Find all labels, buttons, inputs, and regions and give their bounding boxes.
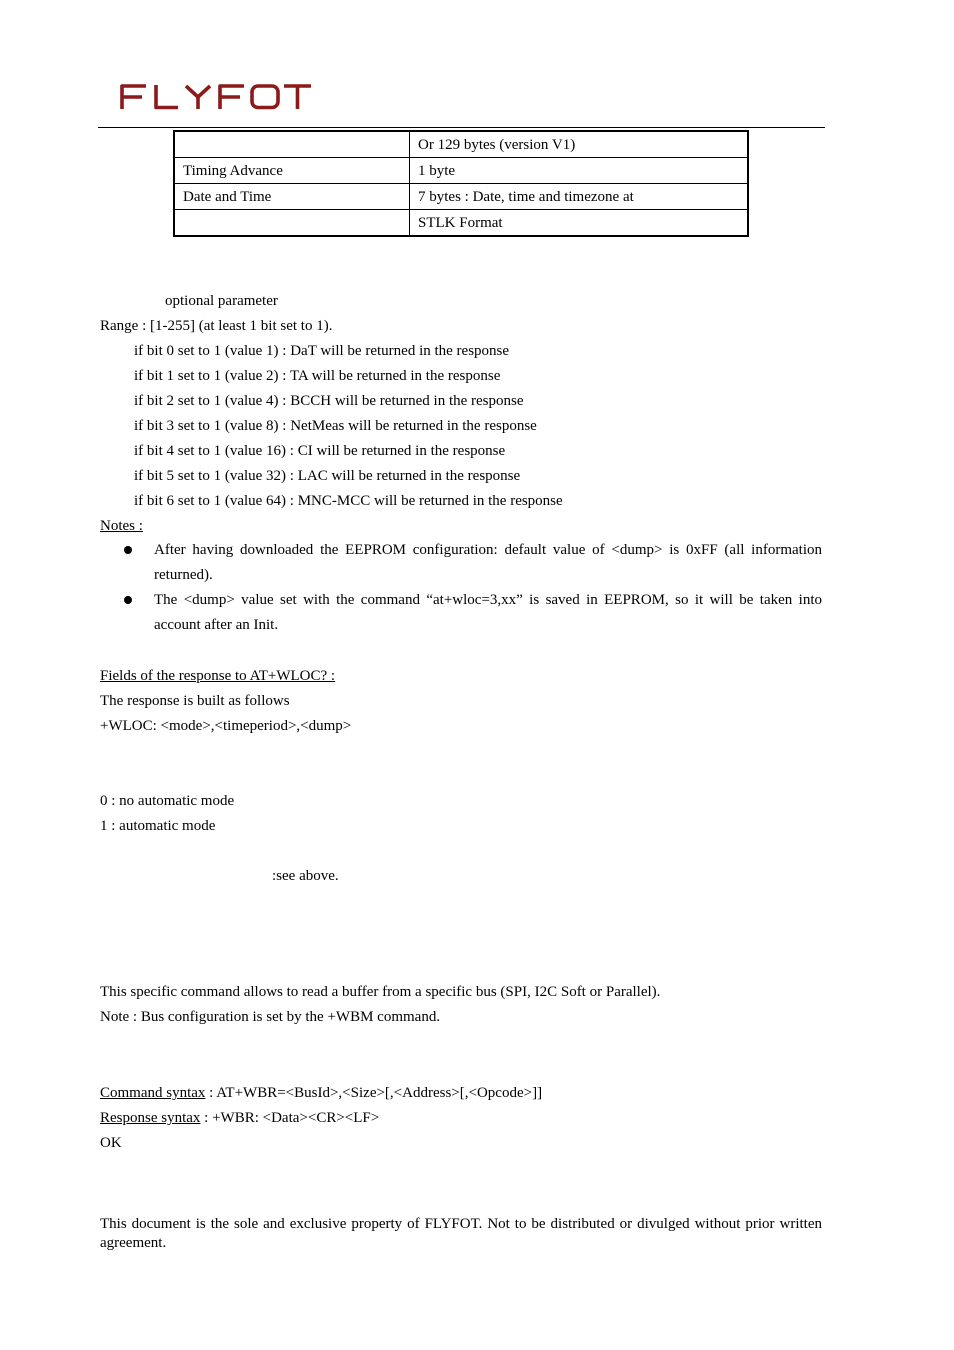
note-item: After having downloaded the EEPROM configuration: default value of <dump> is 0xFF (all information returned). bbox=[154, 542, 822, 583]
table-cell-field: Date and Time bbox=[174, 184, 410, 210]
ok-text: OK bbox=[100, 1135, 122, 1151]
response-format: +WLOC: <mode>,<timeperiod>,<dump> bbox=[100, 718, 352, 734]
table-cell-size: 1 byte bbox=[410, 158, 749, 184]
table-cell-size: STLK Format bbox=[410, 210, 749, 237]
response-built-text: The response is built as follows bbox=[100, 693, 290, 709]
bullet-icon bbox=[124, 596, 132, 604]
command-syntax-value: : AT+WBR=<BusId>,<Size>[,<Address>[,<Opcode>]] bbox=[205, 1085, 543, 1101]
flyfot-logo bbox=[118, 83, 312, 111]
mode-0-text: 0 : no automatic mode bbox=[100, 793, 235, 809]
footer-disclaimer: This document is the sole and exclusive property of FLYFOT. Not to be distributed or divulged without prior written agreement. bbox=[100, 1216, 822, 1251]
bit-description: if bit 1 set to 1 (value 2) : TA will be returned in the response bbox=[134, 368, 501, 384]
table-cell-size: Or 129 bytes (version V1) bbox=[410, 131, 749, 158]
range-text: Range : [1-255] (at least 1 bit set to 1). bbox=[100, 318, 333, 334]
command-syntax-label: Command syntax bbox=[100, 1085, 206, 1101]
bit-description: if bit 6 set to 1 (value 64) : MNC-MCC will be returned in the response bbox=[134, 493, 563, 509]
notes-label: Notes : bbox=[100, 518, 143, 534]
table-row bbox=[174, 210, 748, 237]
optional-parameter-text: optional parameter bbox=[165, 293, 278, 309]
table-row bbox=[174, 184, 748, 210]
field-size-table bbox=[173, 130, 749, 237]
note-item: The <dump> value set with the command “at+wloc=3,xx” is saved in EEPROM, so it will be taken into account after an Init. bbox=[154, 592, 822, 633]
table-row bbox=[174, 131, 748, 158]
bit-description: if bit 3 set to 1 (value 8) : NetMeas will be returned in the response bbox=[134, 418, 537, 434]
bit-description: if bit 4 set to 1 (value 16) : CI will be returned in the response bbox=[134, 443, 506, 459]
see-above-text: :see above. bbox=[272, 868, 339, 884]
bit-description: if bit 2 set to 1 (value 4) : BCCH will be returned in the response bbox=[134, 393, 524, 409]
mode-1-text: 1 : automatic mode bbox=[100, 818, 216, 834]
wbr-note: Note : Bus configuration is set by the +WBM command. bbox=[100, 1009, 441, 1025]
response-fields-label: Fields of the response to AT+WLOC? : bbox=[100, 668, 336, 684]
header-rule bbox=[98, 127, 825, 128]
table-cell-field bbox=[174, 131, 410, 158]
bit-description: if bit 5 set to 1 (value 32) : LAC will be returned in the response bbox=[134, 468, 521, 484]
table-cell-field: Timing Advance bbox=[174, 158, 410, 184]
response-syntax-label: Response syntax bbox=[100, 1110, 201, 1126]
table-row bbox=[174, 158, 748, 184]
table-cell-field bbox=[174, 210, 410, 237]
table-cell-size: 7 bytes : Date, time and timezone at bbox=[410, 184, 749, 210]
wbr-description: This specific command allows to read a buffer from a specific bus (SPI, I2C Soft or Parallel). bbox=[100, 984, 661, 1000]
command-syntax-line bbox=[100, 1084, 542, 1102]
response-syntax-value: : +WBR: <Data><CR><LF> bbox=[200, 1110, 380, 1126]
response-syntax-line bbox=[100, 1109, 379, 1127]
bit-description: if bit 0 set to 1 (value 1) : DaT will be returned in the response bbox=[134, 343, 510, 359]
bullet-icon bbox=[124, 546, 132, 554]
